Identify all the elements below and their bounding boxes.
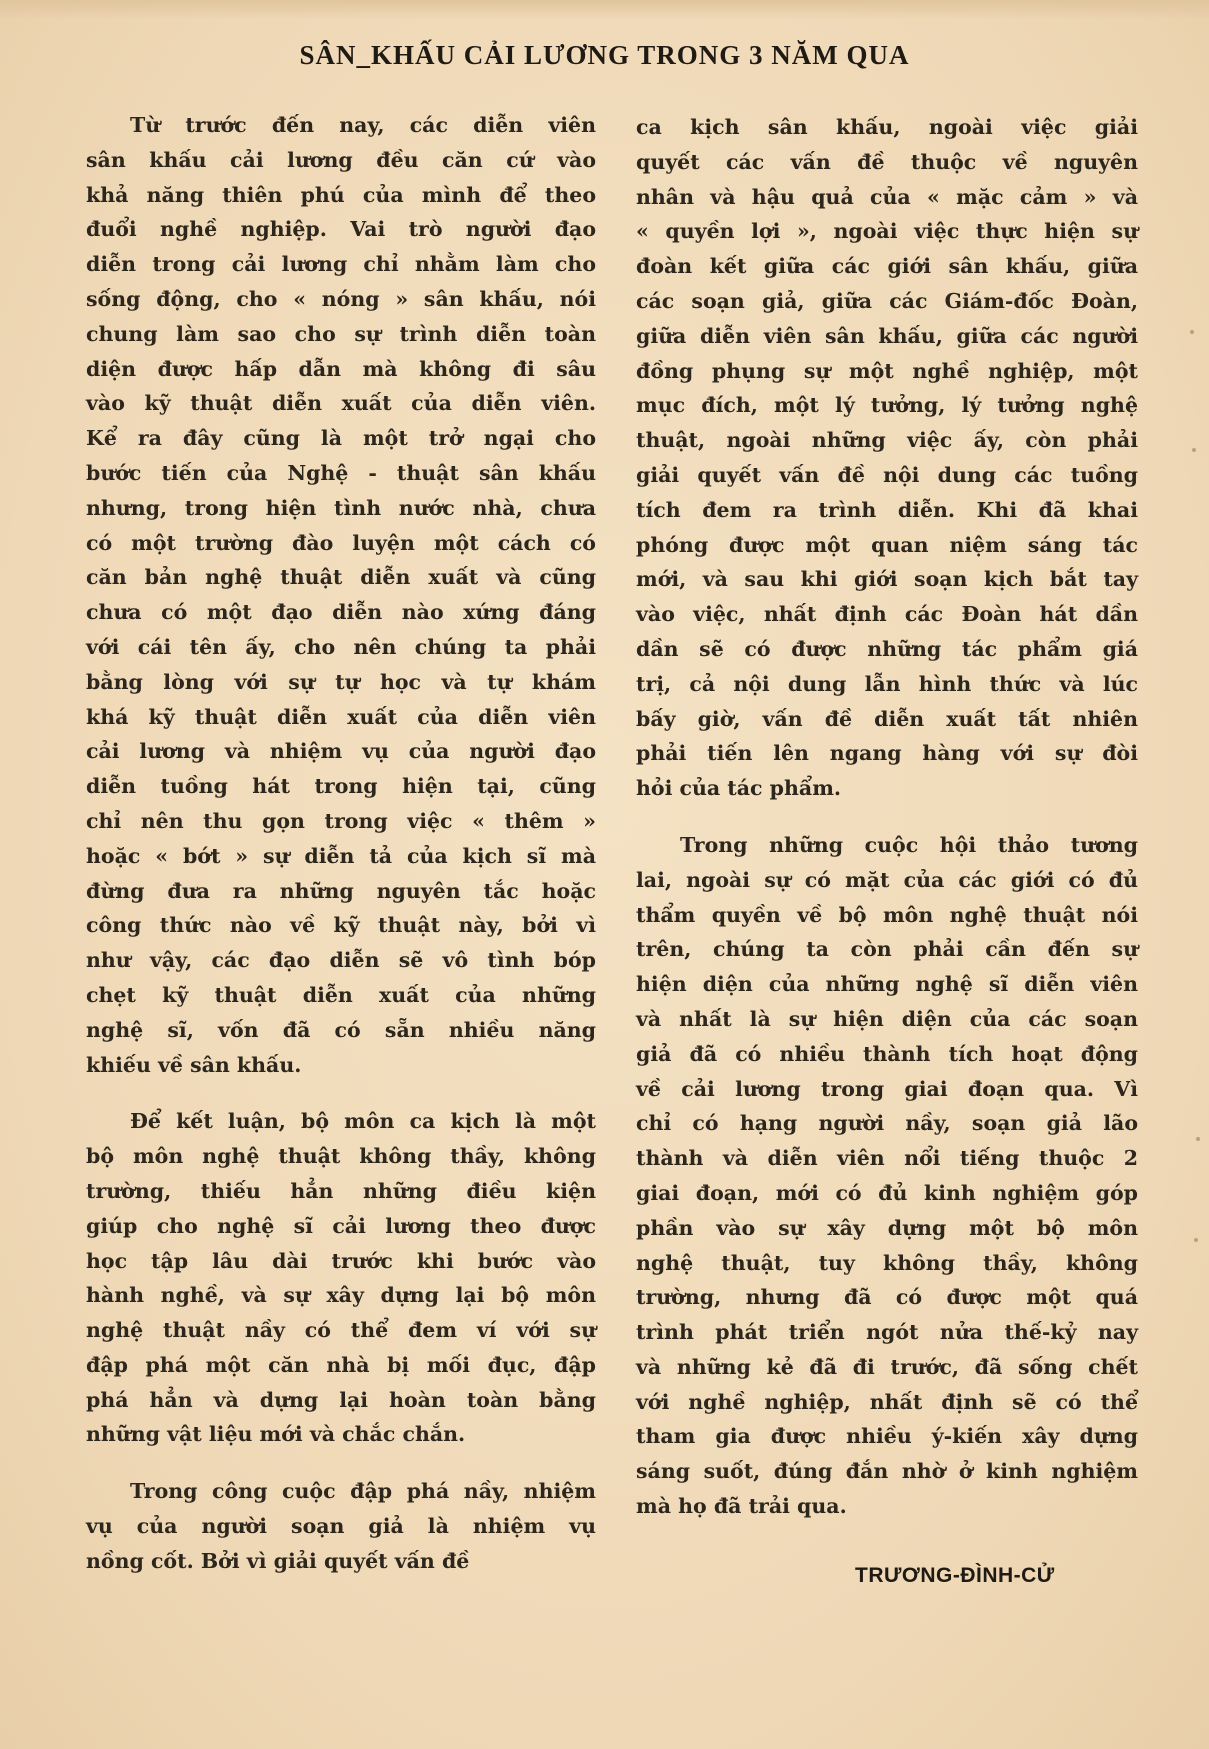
text-line: đồng phụng sự một nghề nghiệp, một	[636, 358, 1138, 383]
paragraph	[636, 110, 1138, 806]
text-line: khiếu về sân khấu.	[86, 1052, 302, 1077]
text-line: giả đã có nhiều thành tích hoạt động	[636, 1041, 1138, 1066]
text-line: với cái tên ấy, cho nên chúng ta phải	[86, 634, 596, 659]
text-line: căn bản nghệ thuật diễn xuất và cũng	[86, 565, 596, 590]
text-line: thuật, ngoài những việc ấy, còn phải	[636, 428, 1138, 453]
text-line: trường, nhưng đã có được một quá	[636, 1285, 1138, 1310]
text-line: phóng được một quan niệm sáng tác	[636, 532, 1138, 557]
text-line: chỉ nên thu gọn trong việc « thêm »	[86, 808, 596, 833]
text-line: lai, ngoài sự có mặt của các giới có đủ	[636, 867, 1138, 892]
text-line: giúp cho nghệ sĩ cải lương theo được	[86, 1213, 596, 1238]
text-line: diễn trong cải lương chỉ nhằm làm cho	[86, 252, 596, 277]
text-line: giữa diễn viên sân khấu, giữa các người	[636, 323, 1138, 348]
text-line: phá hẳn và dựng lại hoàn toàn bằng	[86, 1387, 596, 1412]
paper-speck	[1192, 448, 1196, 452]
text-line: vào kỹ thuật diễn xuất của diễn viên.	[86, 391, 596, 416]
paragraph-gap	[636, 806, 1138, 828]
text-line: diễn tuồng hát trong hiện tại, cũng	[86, 774, 596, 799]
text-line: hành nghề, và sự xây dựng lại bộ môn	[86, 1283, 596, 1308]
text-line: đừng đưa ra những nguyên tắc hoặc	[86, 878, 596, 903]
text-line: bộ môn nghệ thuật không thầy, không	[86, 1144, 596, 1169]
text-line: đập phá một căn nhà bị mối đục, đập	[86, 1352, 596, 1377]
text-line: khá kỹ thuật diễn xuất của diễn viên	[86, 704, 596, 729]
text-line: sống động, cho « nóng » sân khấu, nói	[86, 286, 596, 311]
text-line: các soạn giả, giữa các Giám-đốc Đoàn,	[636, 288, 1138, 313]
text-line: khả năng thiên phú của mình để theo	[86, 182, 596, 207]
text-line: giải quyết vấn đề nội dung các tuồng	[636, 462, 1138, 487]
text-line: hỏi của tác phẩm.	[636, 776, 842, 801]
text-line: chung làm sao cho sự trình diễn toàn	[86, 321, 596, 346]
text-line: « quyền lợi », ngoài việc thực hiện sự	[636, 219, 1138, 244]
text-line: như vậy, các đạo diễn sẽ vô tình bóp	[86, 948, 596, 973]
text-line: nghệ thuật nầy có thể đem ví với sự	[86, 1318, 596, 1343]
article-title: SÂN_KHẤU CẢI LƯƠNG TRONG 3 NĂM QUA	[299, 40, 910, 70]
paragraph	[636, 828, 1138, 1524]
text-line: trị, cả nội dung lẫn hình thức và lúc	[636, 671, 1138, 696]
text-line: giai đoạn, mới có đủ kinh nghiệm góp	[636, 1180, 1138, 1205]
text-line: chẹt kỹ thuật diễn xuất của những	[86, 982, 596, 1007]
text-line: dần sẽ có được những tác phẩm giá	[636, 636, 1138, 661]
paragraph	[86, 1474, 596, 1578]
paragraph-gap	[86, 1452, 596, 1474]
text-line: nghệ thuật, tuy không thầy, không	[636, 1250, 1138, 1275]
text-line: vào việc, nhất định các Đoàn hát dần	[636, 602, 1138, 627]
text-line: thẩm quyền về bộ môn nghệ thuật nói	[636, 902, 1138, 927]
text-line: học tập lâu dài trước khi bước vào	[86, 1248, 596, 1273]
text-line: những vật liệu mới và chắc chắn.	[86, 1422, 466, 1447]
text-line: và những kẻ đã đi trước, đã sống chết	[636, 1354, 1138, 1379]
text-line: chỉ có hạng người nầy, soạn giả lão	[636, 1111, 1138, 1136]
text-line: trường, thiếu hẳn những điều kiện	[86, 1178, 596, 1203]
text-line: tham gia được nhiều ý-kiến xây dựng	[636, 1424, 1138, 1449]
left-column	[86, 108, 596, 1579]
text-line: Kể ra đây cũng là một trở ngại cho	[86, 426, 596, 451]
text-line: bấy giờ, vấn đề diễn xuất tất nhiên	[636, 706, 1138, 731]
text-line: công thức nào về kỹ thuật này, bởi vì	[86, 913, 596, 938]
paragraph-gap	[86, 1082, 596, 1104]
text-line: phải tiến lên ngang hàng với sự đòi	[636, 741, 1138, 766]
paper-speck	[1190, 330, 1194, 334]
text-line: ca kịch sân khấu, ngoài việc giải	[636, 115, 1138, 139]
text-line: sân khấu cải lương đều căn cứ vào	[86, 147, 596, 172]
text-line: Trong công cuộc đập phá nầy, nhiệm	[130, 1479, 596, 1504]
text-line: bước tiến của Nghệ - thuật sân khấu	[86, 460, 596, 485]
text-line: mới, và sau khi giới soạn kịch bắt tay	[636, 567, 1138, 592]
text-line: có một trường đào luyện một cách có	[86, 530, 596, 555]
right-column	[636, 110, 1138, 1524]
text-line: diện được hấp dẫn mà không đi sâu	[86, 356, 596, 381]
text-line: sáng suốt, đúng đắn nhờ ở kinh nghiệm	[636, 1459, 1138, 1484]
text-line: hoặc « bớt » sự diễn tả của kịch sĩ mà	[86, 843, 596, 868]
paragraph	[86, 108, 596, 1082]
text-line: nồng cốt. Bởi vì giải quyết vấn đề	[86, 1548, 470, 1573]
text-line: Từ trước đến nay, các diễn viên	[130, 113, 596, 137]
text-line: Trong những cuộc hội thảo tương	[680, 832, 1138, 857]
text-line: nhưng, trong hiện tình nước nhà, chưa	[86, 495, 596, 520]
text-line: phần vào sự xây dựng một bộ môn	[636, 1215, 1138, 1240]
text-line: cải lương và nhiệm vụ của người đạo	[86, 739, 596, 764]
text-line: nhân và hậu quả của « mặc cảm » và	[636, 184, 1138, 209]
text-line: trên, chúng ta còn phải cần đến sự	[636, 937, 1138, 962]
text-line: và nhất là sự hiện diện của các soạn	[636, 1006, 1138, 1031]
text-line: về cải lương trong giai đoạn qua. Vì	[636, 1076, 1138, 1101]
text-line: với nghề nghiệp, nhất định sẽ có thể	[636, 1389, 1138, 1414]
text-line: quyết các vấn đề thuộc về nguyên	[636, 149, 1138, 174]
text-line: chưa có một đạo diễn nào xứng đáng	[86, 600, 596, 625]
page-edge-shadow	[0, 0, 1209, 20]
text-line: hiện diện của những nghệ sĩ diễn viên	[636, 972, 1138, 997]
text-line: đuổi nghề nghiệp. Vai trò người đạo	[86, 217, 596, 242]
text-line: mà họ đã trải qua.	[636, 1494, 847, 1519]
text-line: Để kết luận, bộ môn ca kịch là một	[130, 1109, 596, 1134]
text-line: nghệ sĩ, vốn đã có sẵn nhiều năng	[86, 1017, 596, 1042]
text-line: mục đích, một lý tưởng, lý tưởng nghệ	[636, 393, 1138, 418]
paper-speck	[1196, 1137, 1200, 1141]
paper-speck	[1194, 1238, 1198, 1242]
text-line: tích đem ra trình diễn. Khi đã khai	[636, 497, 1138, 522]
paragraph	[86, 1104, 596, 1452]
text-line: trình phát triển ngót nửa thế-kỷ nay	[636, 1320, 1138, 1345]
text-line: thành và diễn viên nổi tiếng thuộc 2	[636, 1146, 1138, 1171]
text-line: bằng lòng với sự tự học và tự khám	[86, 669, 596, 694]
text-line: đoàn kết giữa các giới sân khấu, giữa	[636, 254, 1138, 279]
author-signature: TRƯƠNG-ĐÌNH-CỬ	[855, 1564, 1055, 1587]
text-line: vụ của người soạn giả là nhiệm vụ	[86, 1514, 596, 1539]
